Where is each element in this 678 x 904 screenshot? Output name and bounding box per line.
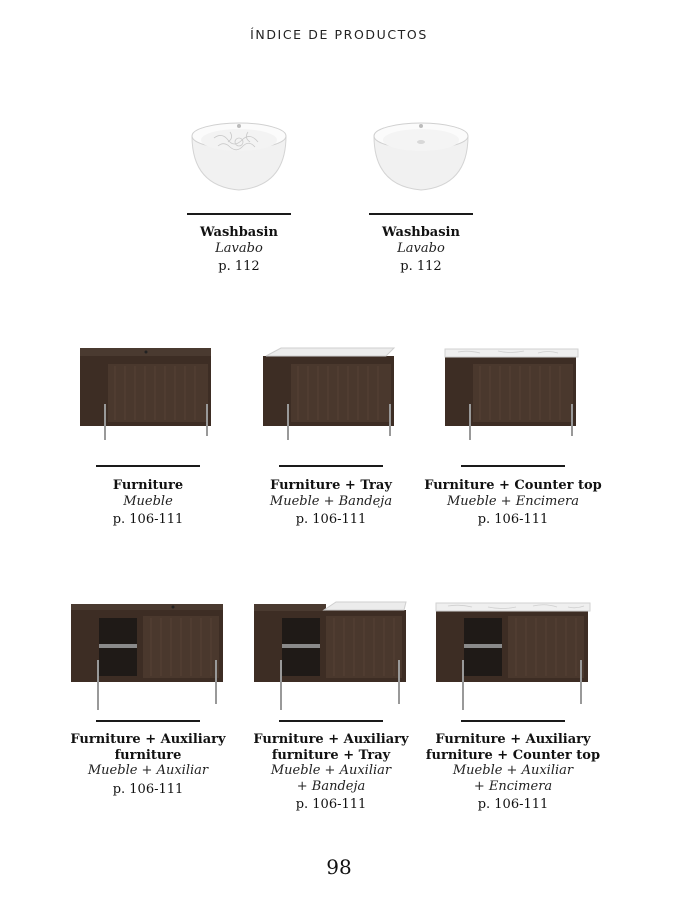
product-name-es-line2: + Encimera bbox=[473, 778, 553, 794]
product-page-ref: p. 112 bbox=[400, 259, 442, 274]
furniture-auxiliary-tray-image bbox=[236, 600, 426, 715]
product-name-en: Washbasin bbox=[200, 225, 278, 240]
product-page-ref: p. 106-111 bbox=[477, 797, 549, 812]
product-name-en-line2: furniture + Tray bbox=[271, 747, 391, 763]
divider-rule bbox=[461, 720, 565, 722]
washbasin-image bbox=[144, 118, 334, 198]
product-name-en: Furniture + Tray bbox=[270, 478, 392, 493]
product-name-en: Furniture + Counter top bbox=[424, 478, 602, 493]
product-page-ref: p. 106-111 bbox=[112, 781, 184, 797]
divider-rule bbox=[279, 720, 383, 722]
product-name-es-line1: Mueble + Auxiliar bbox=[452, 763, 574, 778]
product-page-ref: p. 106-111 bbox=[112, 512, 184, 527]
furniture-countertop-image bbox=[418, 344, 608, 444]
product-name-en-line1: Furniture + Auxiliary bbox=[435, 732, 591, 747]
product-name-en-line1: Furniture + Auxiliary bbox=[70, 732, 226, 747]
product-caption bbox=[236, 732, 426, 813]
page-header: ÍNDICE DE PRODUCTOS bbox=[250, 27, 428, 42]
product-caption bbox=[53, 478, 243, 528]
product-caption bbox=[418, 478, 608, 528]
product-page-ref: p. 106-111 bbox=[295, 512, 367, 527]
product-name-en-line1: Furniture + Auxiliary bbox=[253, 732, 409, 747]
page-number: 98 bbox=[326, 855, 352, 879]
product-caption bbox=[53, 732, 243, 797]
divider-rule bbox=[96, 465, 200, 467]
divider-rule bbox=[279, 465, 383, 467]
product-caption bbox=[144, 225, 334, 275]
divider-rule bbox=[187, 213, 291, 215]
product-page-ref: p. 106-111 bbox=[295, 797, 367, 812]
divider-rule bbox=[461, 465, 565, 467]
product-name-es: Mueble + Auxiliar bbox=[87, 763, 209, 778]
product-page-ref: p. 112 bbox=[218, 259, 260, 274]
furniture-tray-image bbox=[236, 344, 426, 444]
washbasin-image bbox=[326, 118, 516, 198]
furniture-auxiliary-image bbox=[53, 600, 243, 715]
product-caption bbox=[326, 225, 516, 275]
product-caption bbox=[418, 732, 608, 813]
divider-rule bbox=[369, 213, 473, 215]
divider-rule bbox=[96, 720, 200, 722]
product-name-es: Mueble + Encimera bbox=[447, 493, 579, 509]
product-name-en: Furniture bbox=[112, 478, 184, 493]
product-name-es: Mueble + Bandeja bbox=[269, 493, 393, 509]
product-page-ref: p. 106-111 bbox=[477, 512, 549, 527]
product-name-en-line2: furniture bbox=[114, 747, 182, 763]
furniture-auxiliary-countertop-image bbox=[418, 600, 608, 715]
product-name-es-line1: Mueble + Auxiliar bbox=[270, 763, 392, 778]
product-name-en-line2: furniture + Counter top bbox=[425, 747, 601, 763]
product-name-en: Washbasin bbox=[382, 225, 460, 240]
product-name-es: Lavabo bbox=[215, 240, 263, 256]
product-name-es-line2: + Bandeja bbox=[296, 778, 366, 794]
product-name-es: Lavabo bbox=[397, 240, 445, 256]
furniture-image bbox=[53, 344, 243, 444]
product-caption bbox=[236, 478, 426, 528]
product-name-es: Mueble bbox=[123, 493, 173, 509]
